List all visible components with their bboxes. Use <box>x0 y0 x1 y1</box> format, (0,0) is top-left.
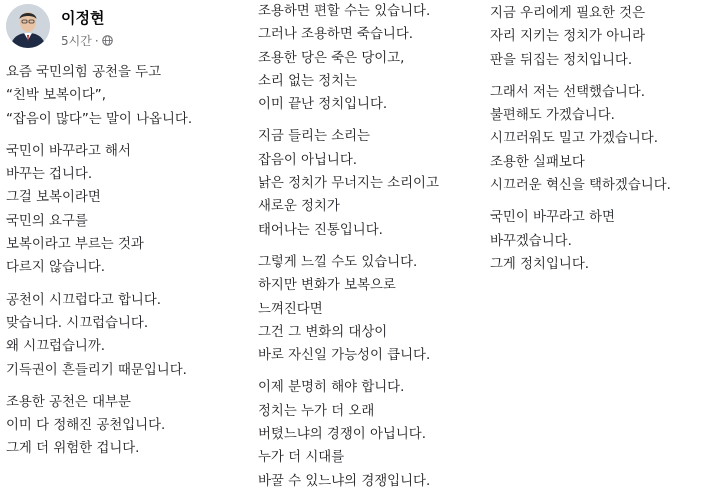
post-text-line: 바꿀 수 있느냐의 경쟁입니다. <box>258 473 431 489</box>
post-text-line: 조용한 실패보다 <box>490 154 585 170</box>
meta-separator: · <box>94 33 99 48</box>
post-text-line: 이제 분명히 해야 합니다. <box>258 380 405 396</box>
post-text-line: 그게 더 위험한 겁니다. <box>6 441 140 457</box>
post-text-line: 바꾸겠습니다. <box>490 233 572 249</box>
post-time[interactable]: 5시간 <box>61 34 92 48</box>
post-text-line: 그게 정치입니다. <box>490 256 590 272</box>
post-text-line: 공천이 시끄럽다고 합니다. <box>6 292 162 308</box>
post-text-line: “친박 보복이다”, <box>6 88 106 104</box>
post-text-line: 바꾸는 겁니다. <box>6 167 93 183</box>
post-text-line: 하지만 변화가 보복으로 <box>258 278 396 294</box>
post-column-2 <box>258 0 439 493</box>
post-text-line: 누가 더 시대를 <box>258 450 345 466</box>
post-column-3 <box>490 2 671 276</box>
post-text-line: “잡음이 많다”는 말이 나옵니다. <box>6 111 193 127</box>
post-text-line: 시끄러운 혁신을 택하겠습니다. <box>490 178 671 194</box>
post-paragraph <box>258 125 439 241</box>
post-paragraph <box>6 140 192 280</box>
post-paragraph <box>258 0 439 116</box>
post-text-line: 국민의 요구를 <box>6 213 88 229</box>
post-paragraph <box>258 251 439 367</box>
post-text-line: 요즘 국민의힘 공천을 두고 <box>6 65 162 80</box>
post-text-line: 국민이 바꾸라고 해서 <box>6 143 131 159</box>
post-paragraph <box>6 391 192 461</box>
post-paragraph <box>490 81 671 197</box>
post-text-line: 그러나 조용하면 죽습니다. <box>258 27 414 43</box>
post-text-line: 이미 다 정해진 공천입니다. <box>6 418 166 434</box>
author-name[interactable]: 이정현 <box>61 9 105 27</box>
post-paragraph <box>6 61 192 131</box>
post-text-line: 보복이라고 부르는 것과 <box>6 237 144 253</box>
post-text-line: 그래서 저는 선택했습니다. <box>490 84 646 100</box>
post-text-line: 이미 끝난 정치입니다. <box>258 97 388 113</box>
post-text-line: 지금 들리는 소리는 <box>258 129 370 145</box>
post-text-line: 기득권이 흔들리기 때문입니다. <box>6 362 187 378</box>
post-text-line: 조용한 공천은 대부분 <box>6 394 131 410</box>
post-text-line: 느껴진다면 <box>258 301 323 317</box>
globe-icon[interactable] <box>102 35 113 46</box>
post-text-line: 바로 자신일 가능성이 큽니다. <box>258 348 431 364</box>
post-text-line: 그건 그 변화의 대상이 <box>258 324 388 340</box>
post-text-line: 조용한 당은 죽은 당이고, <box>258 50 405 66</box>
post-text-line: 정치는 누가 더 오래 <box>258 403 375 419</box>
post-text-line: 왜 시끄럽습니까. <box>6 339 106 355</box>
post-text-line: 버텼느냐의 경쟁이 아닙니다. <box>258 427 426 443</box>
post-text-line: 시끄러워도 밀고 가겠습니다. <box>490 131 658 147</box>
post-paragraph <box>258 376 439 492</box>
avatar[interactable] <box>6 4 50 48</box>
post-paragraph <box>490 206 671 276</box>
post-text-line: 낡은 정치가 무너지는 소리이고 <box>258 176 439 192</box>
post-column-1 <box>6 61 192 461</box>
post-text-line: 그렇게 느낄 수도 있습니다. <box>258 254 418 270</box>
post-text-line: 지금 우리에게 필요한 것은 <box>490 6 646 21</box>
post-paragraph <box>490 2 671 72</box>
post-meta <box>61 32 113 49</box>
post-text-line: 맞습니다. 시끄럽습니다. <box>6 315 149 331</box>
post-text-line: 새로운 정치가 <box>258 199 340 215</box>
post-text-line: 태어나는 진통입니다. <box>258 222 383 238</box>
post-text-line: 다르지 않습니다. <box>6 260 106 276</box>
post-text-line: 그걸 보복이라면 <box>6 190 101 206</box>
post-text-line: 조용하면 편할 수는 있습니다. <box>258 4 431 19</box>
post-paragraph <box>6 289 192 382</box>
post-text-line: 소리 없는 정치는 <box>258 73 358 89</box>
post-text-line: 자리 지키는 정치가 아니라 <box>490 29 646 45</box>
post-text-line: 국민이 바꾸라고 하면 <box>490 210 615 226</box>
post-text-line: 잡음이 아닙니다. <box>258 152 358 168</box>
post-text-line: 불편해도 가겠습니다. <box>490 108 615 124</box>
post-text-line: 판을 뒤집는 정치입니다. <box>490 52 633 68</box>
